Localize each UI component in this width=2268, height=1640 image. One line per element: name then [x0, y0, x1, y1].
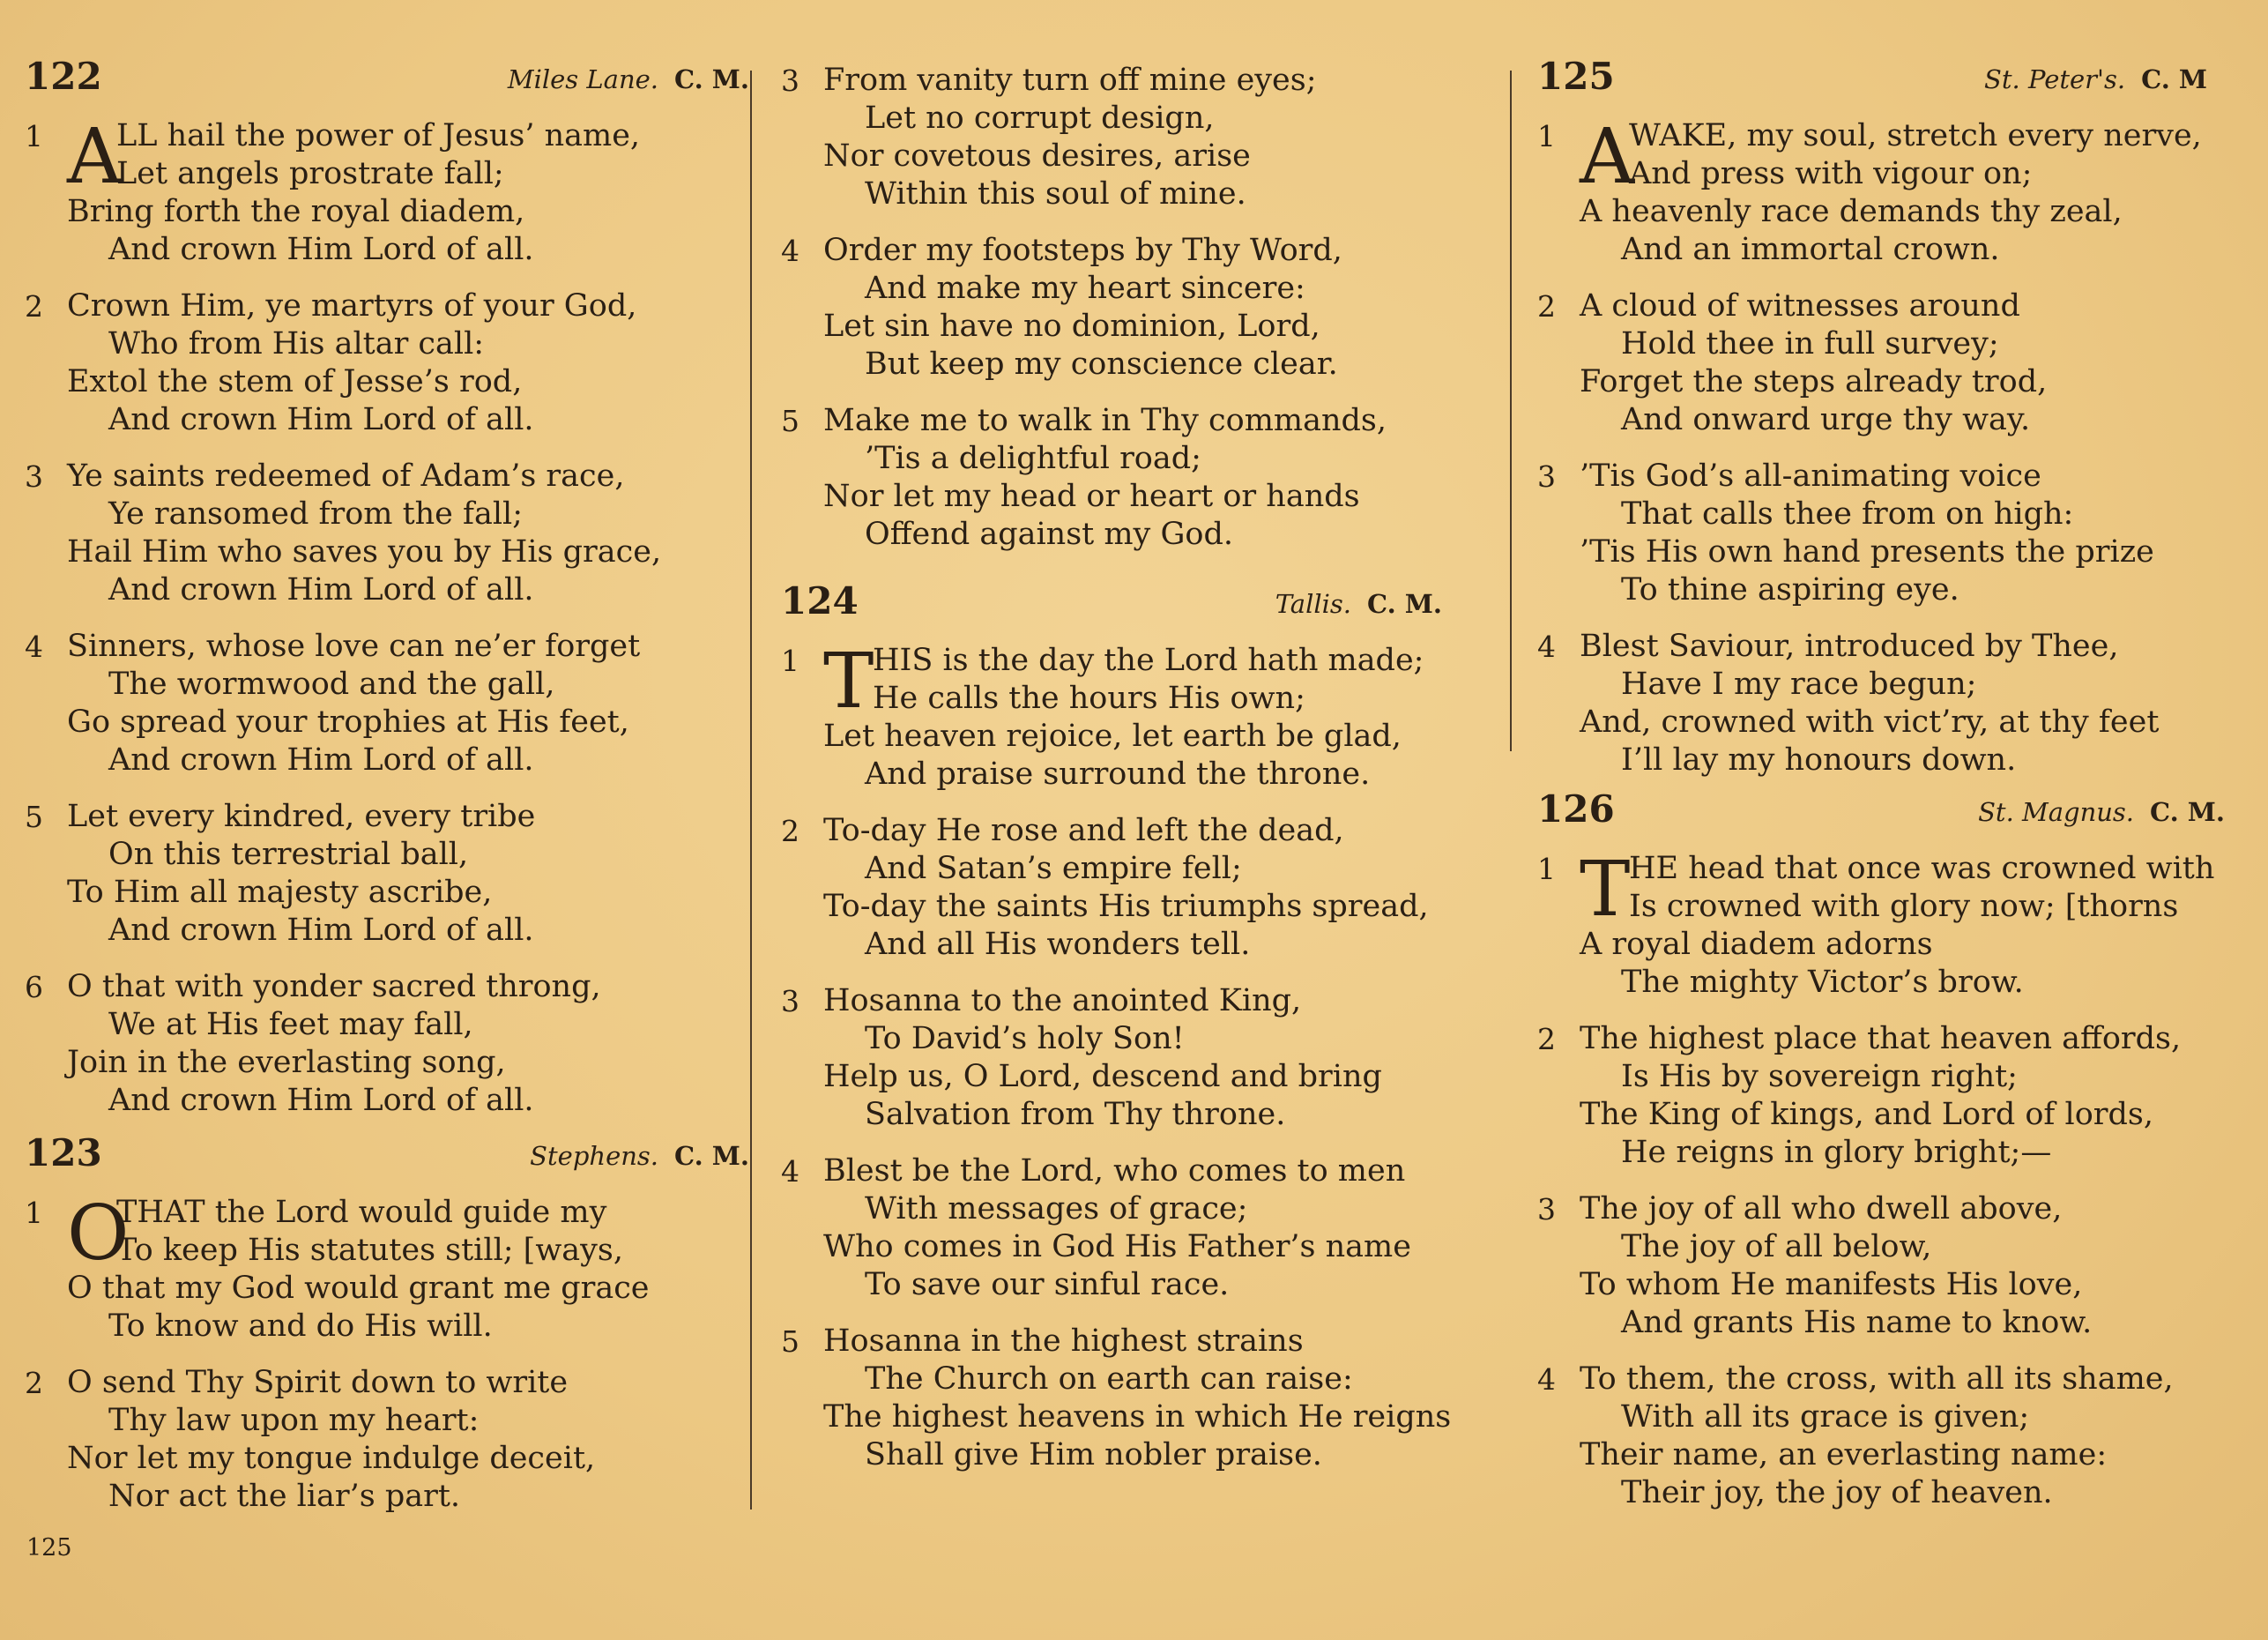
- verse-line: Let no corrupt design,: [865, 101, 1215, 136]
- hymn-number: 126: [1537, 787, 1615, 831]
- verse-line: ’Tis His own hand presents the prize: [1580, 534, 2154, 570]
- verse-number: 6: [25, 970, 43, 1004]
- verse-line: To David’s holy Son!: [865, 1021, 1185, 1056]
- verse-line: ’Tis a delightful road;: [865, 441, 1201, 476]
- hymn-number: 124: [781, 579, 859, 622]
- verse-line: Is crowned with glory now; [thorns: [1629, 889, 2179, 924]
- hymn-tune: [530, 1138, 749, 1174]
- verse-line: Ye saints redeemed of Adam’s race,: [67, 458, 625, 494]
- verse: [1537, 628, 2242, 779]
- verse-line: To save our sinful race.: [865, 1267, 1230, 1302]
- tune-meter: C. M.: [674, 1141, 749, 1171]
- verse-line: To-day the saints His triumphs spread,: [823, 889, 1429, 924]
- hymn-126: [1537, 787, 2242, 1512]
- tune-name: Stephens.: [530, 1141, 659, 1171]
- verse-number: 4: [781, 1154, 799, 1189]
- drop-cap: T: [1580, 846, 1631, 934]
- verse-line: He reigns in glory bright;—: [1621, 1135, 2052, 1170]
- verse: [25, 458, 749, 609]
- verse-number: 1: [1537, 852, 1556, 886]
- verse-number: 4: [1537, 630, 1556, 664]
- verse-line: Bring forth the royal diadem,: [67, 194, 525, 229]
- verse-line: Offend against my God.: [865, 517, 1234, 552]
- hymn-header: [1537, 55, 2242, 99]
- hymn-tune: [1275, 586, 1442, 622]
- hymn-122: [25, 55, 749, 1120]
- verse-number: 2: [25, 289, 43, 324]
- hymn-tune: [1984, 62, 2207, 97]
- verse-line: Their joy, the joy of heaven.: [1621, 1475, 2053, 1510]
- verse-line: And crown Him Lord of all.: [108, 1083, 534, 1118]
- tune-meter: C. M.: [2150, 797, 2225, 827]
- hymn-number: 125: [1537, 55, 1615, 98]
- column-divider: [750, 71, 752, 1510]
- tune-meter: C. M.: [674, 64, 749, 94]
- verse-line: Hail Him who saves you by His grace,: [67, 534, 662, 570]
- verse-line: With all its grace is given;: [1621, 1399, 2030, 1435]
- verse-line: And grants His name to know.: [1621, 1305, 2093, 1340]
- verse-line: And, crowned with vict’ry, at thy feet: [1580, 704, 2160, 740]
- verse: [1537, 287, 2242, 439]
- verse-line: Blest Saviour, introduced by Thee,: [1580, 629, 2119, 664]
- verse-line: LL hail the power of Jesus’ name,: [116, 118, 641, 153]
- verse: [1537, 1020, 2242, 1172]
- hymn-header: [25, 55, 749, 99]
- verse-line: A cloud of witnesses around: [1580, 288, 2020, 324]
- verse-line: Nor covetous desires, arise: [823, 138, 1251, 174]
- tune-name: Miles Lane.: [507, 64, 659, 94]
- verse-line: The joy of all who dwell above,: [1580, 1191, 2063, 1226]
- hymn-125: [1537, 55, 2242, 779]
- verse-number: 3: [781, 984, 799, 1018]
- verse-number: 3: [25, 459, 43, 494]
- verse-line: Nor let my head or heart or hands: [823, 479, 1360, 514]
- drop-cap: O: [67, 1189, 130, 1278]
- verse-line: Ye ransomed from the fall;: [108, 496, 524, 532]
- verse-line: Order my footsteps by Thy Word,: [823, 233, 1342, 268]
- drop-cap: T: [823, 637, 874, 726]
- verse-line: O send Thy Spirit down to write: [67, 1365, 569, 1400]
- verse-line: And crown Him Lord of all.: [108, 232, 534, 267]
- hymn-123: [25, 1131, 749, 1516]
- verse-line: Forget the steps already trod,: [1580, 364, 2048, 399]
- verse-line: ’Tis God’s all-animating voice: [1580, 458, 2041, 494]
- verse-line: Within this soul of mine.: [865, 176, 1246, 212]
- verse-line: To thine aspiring eye.: [1621, 572, 1959, 608]
- verse-line: Shall give Him nobler praise.: [865, 1437, 1322, 1472]
- verse-number: 5: [781, 404, 799, 438]
- verse-number: 1: [1537, 119, 1556, 153]
- hymn-number: 123: [25, 1131, 102, 1174]
- verse-line: Is His by sovereign right;: [1621, 1059, 2018, 1094]
- tune-meter: C. M.: [1367, 589, 1442, 619]
- verse-number: 1: [25, 119, 43, 153]
- verse-line: Blest be the Lord, who comes to men: [823, 1153, 1406, 1189]
- verse-line: Crown Him, ye martyrs of your God,: [67, 288, 637, 324]
- verse-line: A royal diadem adorns: [1580, 927, 1933, 962]
- verse-line: And crown Him Lord of all.: [108, 572, 534, 608]
- verse-line: O that my God would grant me grace: [67, 1271, 650, 1306]
- verse-line: To know and do His will.: [108, 1308, 493, 1344]
- verse-number: 5: [781, 1324, 799, 1359]
- verse-number: 3: [1537, 1192, 1556, 1226]
- verse-line: Go spread your trophies at His feet,: [67, 704, 629, 740]
- verse-line: Extol the stem of Jesse’s rod,: [67, 364, 523, 399]
- verse-number: 2: [1537, 289, 1556, 324]
- verse-line: Who from His altar call:: [108, 326, 485, 362]
- verse-line: But keep my conscience clear.: [865, 347, 1338, 382]
- verse-line: Help us, O Lord, descend and bring: [823, 1059, 1382, 1094]
- verse-line: Let heaven rejoice, let earth be glad,: [823, 719, 1402, 754]
- verse-line: The mighty Victor’s brow.: [1621, 965, 2024, 1000]
- verse-line: Who comes in God His Father’s name: [823, 1229, 1411, 1264]
- verse-line: And praise surround the throne.: [865, 757, 1371, 792]
- verse-line: Nor let my tongue indulge deceit,: [67, 1441, 596, 1476]
- verse-line: He calls the hours His own;: [873, 681, 1305, 716]
- hymn-number: 122: [25, 55, 102, 98]
- verse-line: We at His feet may fall,: [108, 1007, 473, 1042]
- hymn-tune: [1978, 794, 2225, 830]
- hymn-tune: [508, 62, 749, 97]
- page-number: 125: [26, 1534, 72, 1562]
- verse-line: THAT the Lord would guide my: [116, 1195, 607, 1230]
- verse-line: With messages of grace;: [865, 1191, 1248, 1226]
- verse-number: 2: [1537, 1022, 1556, 1056]
- verse-line: Nor act the liar’s part.: [108, 1479, 461, 1514]
- verse-line: Thy law upon my heart:: [108, 1403, 480, 1438]
- verse-line: And all His wonders tell.: [865, 927, 1251, 962]
- verse-number: 1: [25, 1196, 43, 1230]
- verse: [25, 1189, 749, 1346]
- verse: [1537, 458, 2242, 609]
- tune-name: Tallis.: [1275, 589, 1352, 619]
- verse-line: Hosanna in the highest strains: [823, 1323, 1304, 1359]
- hymn-header: [1537, 787, 2242, 831]
- verse-number: 4: [781, 234, 799, 268]
- drop-cap: A: [67, 113, 123, 201]
- verse: [25, 287, 749, 439]
- verse-line: And crown Him Lord of all.: [108, 913, 534, 948]
- verse-line: On this terrestrial ball,: [108, 837, 469, 872]
- verse-line: To-day He rose and left the dead,: [823, 813, 1344, 848]
- verse-number: 2: [781, 814, 799, 848]
- verse-line: To Him all majesty ascribe,: [67, 875, 493, 910]
- verse-number: 3: [1537, 459, 1556, 494]
- verse-number: 3: [781, 63, 799, 98]
- verse: [25, 628, 749, 779]
- tune-name: St. Peter's.: [1984, 64, 2126, 94]
- verse: [25, 113, 749, 269]
- verse-number: 2: [25, 1366, 43, 1400]
- verse: [1537, 1190, 2242, 1342]
- verse-line: And make my heart sincere:: [865, 271, 1305, 306]
- verse-line: Join in the everlasting song,: [67, 1045, 506, 1080]
- verse-line: The King of kings, and Lord of lords,: [1580, 1097, 2154, 1132]
- verse-line: Have I my race begun;: [1621, 667, 1977, 702]
- verse-line: And Satan’s empire fell;: [865, 851, 1242, 886]
- tune-name: St. Magnus.: [1978, 797, 2135, 827]
- verse-line: The highest place that heaven affords,: [1580, 1021, 2182, 1056]
- verse-line: And crown Him Lord of all.: [108, 402, 534, 437]
- verse: [781, 982, 1513, 1134]
- verse-number: 1: [781, 644, 799, 678]
- verse-line: Sinners, whose love can ne’er forget: [67, 629, 641, 664]
- hymn-header: [781, 579, 1513, 623]
- verse-line: Hold thee in full survey;: [1621, 326, 1999, 362]
- verse: [1537, 113, 2242, 269]
- verse-line: The highest heavens in which He reigns: [823, 1399, 1452, 1435]
- verse-line: I’ll lay my honours down.: [1621, 742, 2017, 778]
- verse: [781, 62, 1513, 213]
- verse: [25, 968, 749, 1120]
- verse: [25, 1364, 749, 1516]
- verse-line: HIS is the day the Lord hath made;: [873, 643, 1424, 678]
- verse-line: O that with yonder sacred throng,: [67, 969, 601, 1004]
- verse-line: The Church on earth can raise:: [865, 1361, 1353, 1397]
- verse: [781, 637, 1513, 794]
- verse: [25, 798, 749, 950]
- verse-line: From vanity turn off mine eyes;: [823, 63, 1317, 98]
- verse: [1537, 1360, 2242, 1512]
- verse-line: Salvation from Thy throne.: [865, 1097, 1286, 1132]
- verse-line: And onward urge thy way.: [1621, 402, 2031, 437]
- verse-line: And press with vigour on;: [1629, 156, 2033, 191]
- verse-line: To whom He manifests His love,: [1580, 1267, 2083, 1302]
- hymn-124: [781, 579, 1513, 1474]
- hymn-header: [25, 1131, 749, 1175]
- drop-cap: A: [1580, 113, 1635, 201]
- verse-line: And an immortal crown.: [1621, 232, 2000, 267]
- hymn-123-continued: [781, 62, 1513, 554]
- verse-line: To them, the cross, with all its shame,: [1580, 1361, 2174, 1397]
- verse-line: Let every kindred, every tribe: [67, 799, 536, 834]
- verse-line: To keep His statutes still; [ways,: [116, 1233, 624, 1268]
- verse-line: Their name, an everlasting name:: [1580, 1437, 2108, 1472]
- verse-line: And crown Him Lord of all.: [108, 742, 534, 778]
- verse-line: The joy of all below,: [1621, 1229, 1932, 1264]
- verse-line: Make me to walk in Thy commands,: [823, 403, 1387, 438]
- tune-meter: C. M: [2141, 64, 2207, 94]
- verse-number: 4: [1537, 1362, 1556, 1397]
- verse: [781, 1323, 1513, 1474]
- verse-line: The wormwood and the gall,: [108, 667, 555, 702]
- verse: [781, 812, 1513, 964]
- verse: [781, 402, 1513, 554]
- verse-line: Hosanna to the anointed King,: [823, 983, 1302, 1018]
- verse-line: A heavenly race demands thy zeal,: [1580, 194, 2123, 229]
- verse-line: HE head that once was crowned with: [1629, 851, 2215, 886]
- verse-line: Let angels prostrate fall;: [116, 156, 504, 191]
- verse-number: 4: [25, 630, 43, 664]
- verse-number: 5: [25, 800, 43, 834]
- verse-line: Let sin have no dominion, Lord,: [823, 309, 1320, 344]
- verse-line: WAKE, my soul, stretch every nerve,: [1629, 118, 2202, 153]
- verse: [781, 232, 1513, 384]
- verse-line: That calls thee from on high:: [1621, 496, 2074, 532]
- verse: [1537, 846, 2242, 1002]
- verse: [781, 1152, 1513, 1304]
